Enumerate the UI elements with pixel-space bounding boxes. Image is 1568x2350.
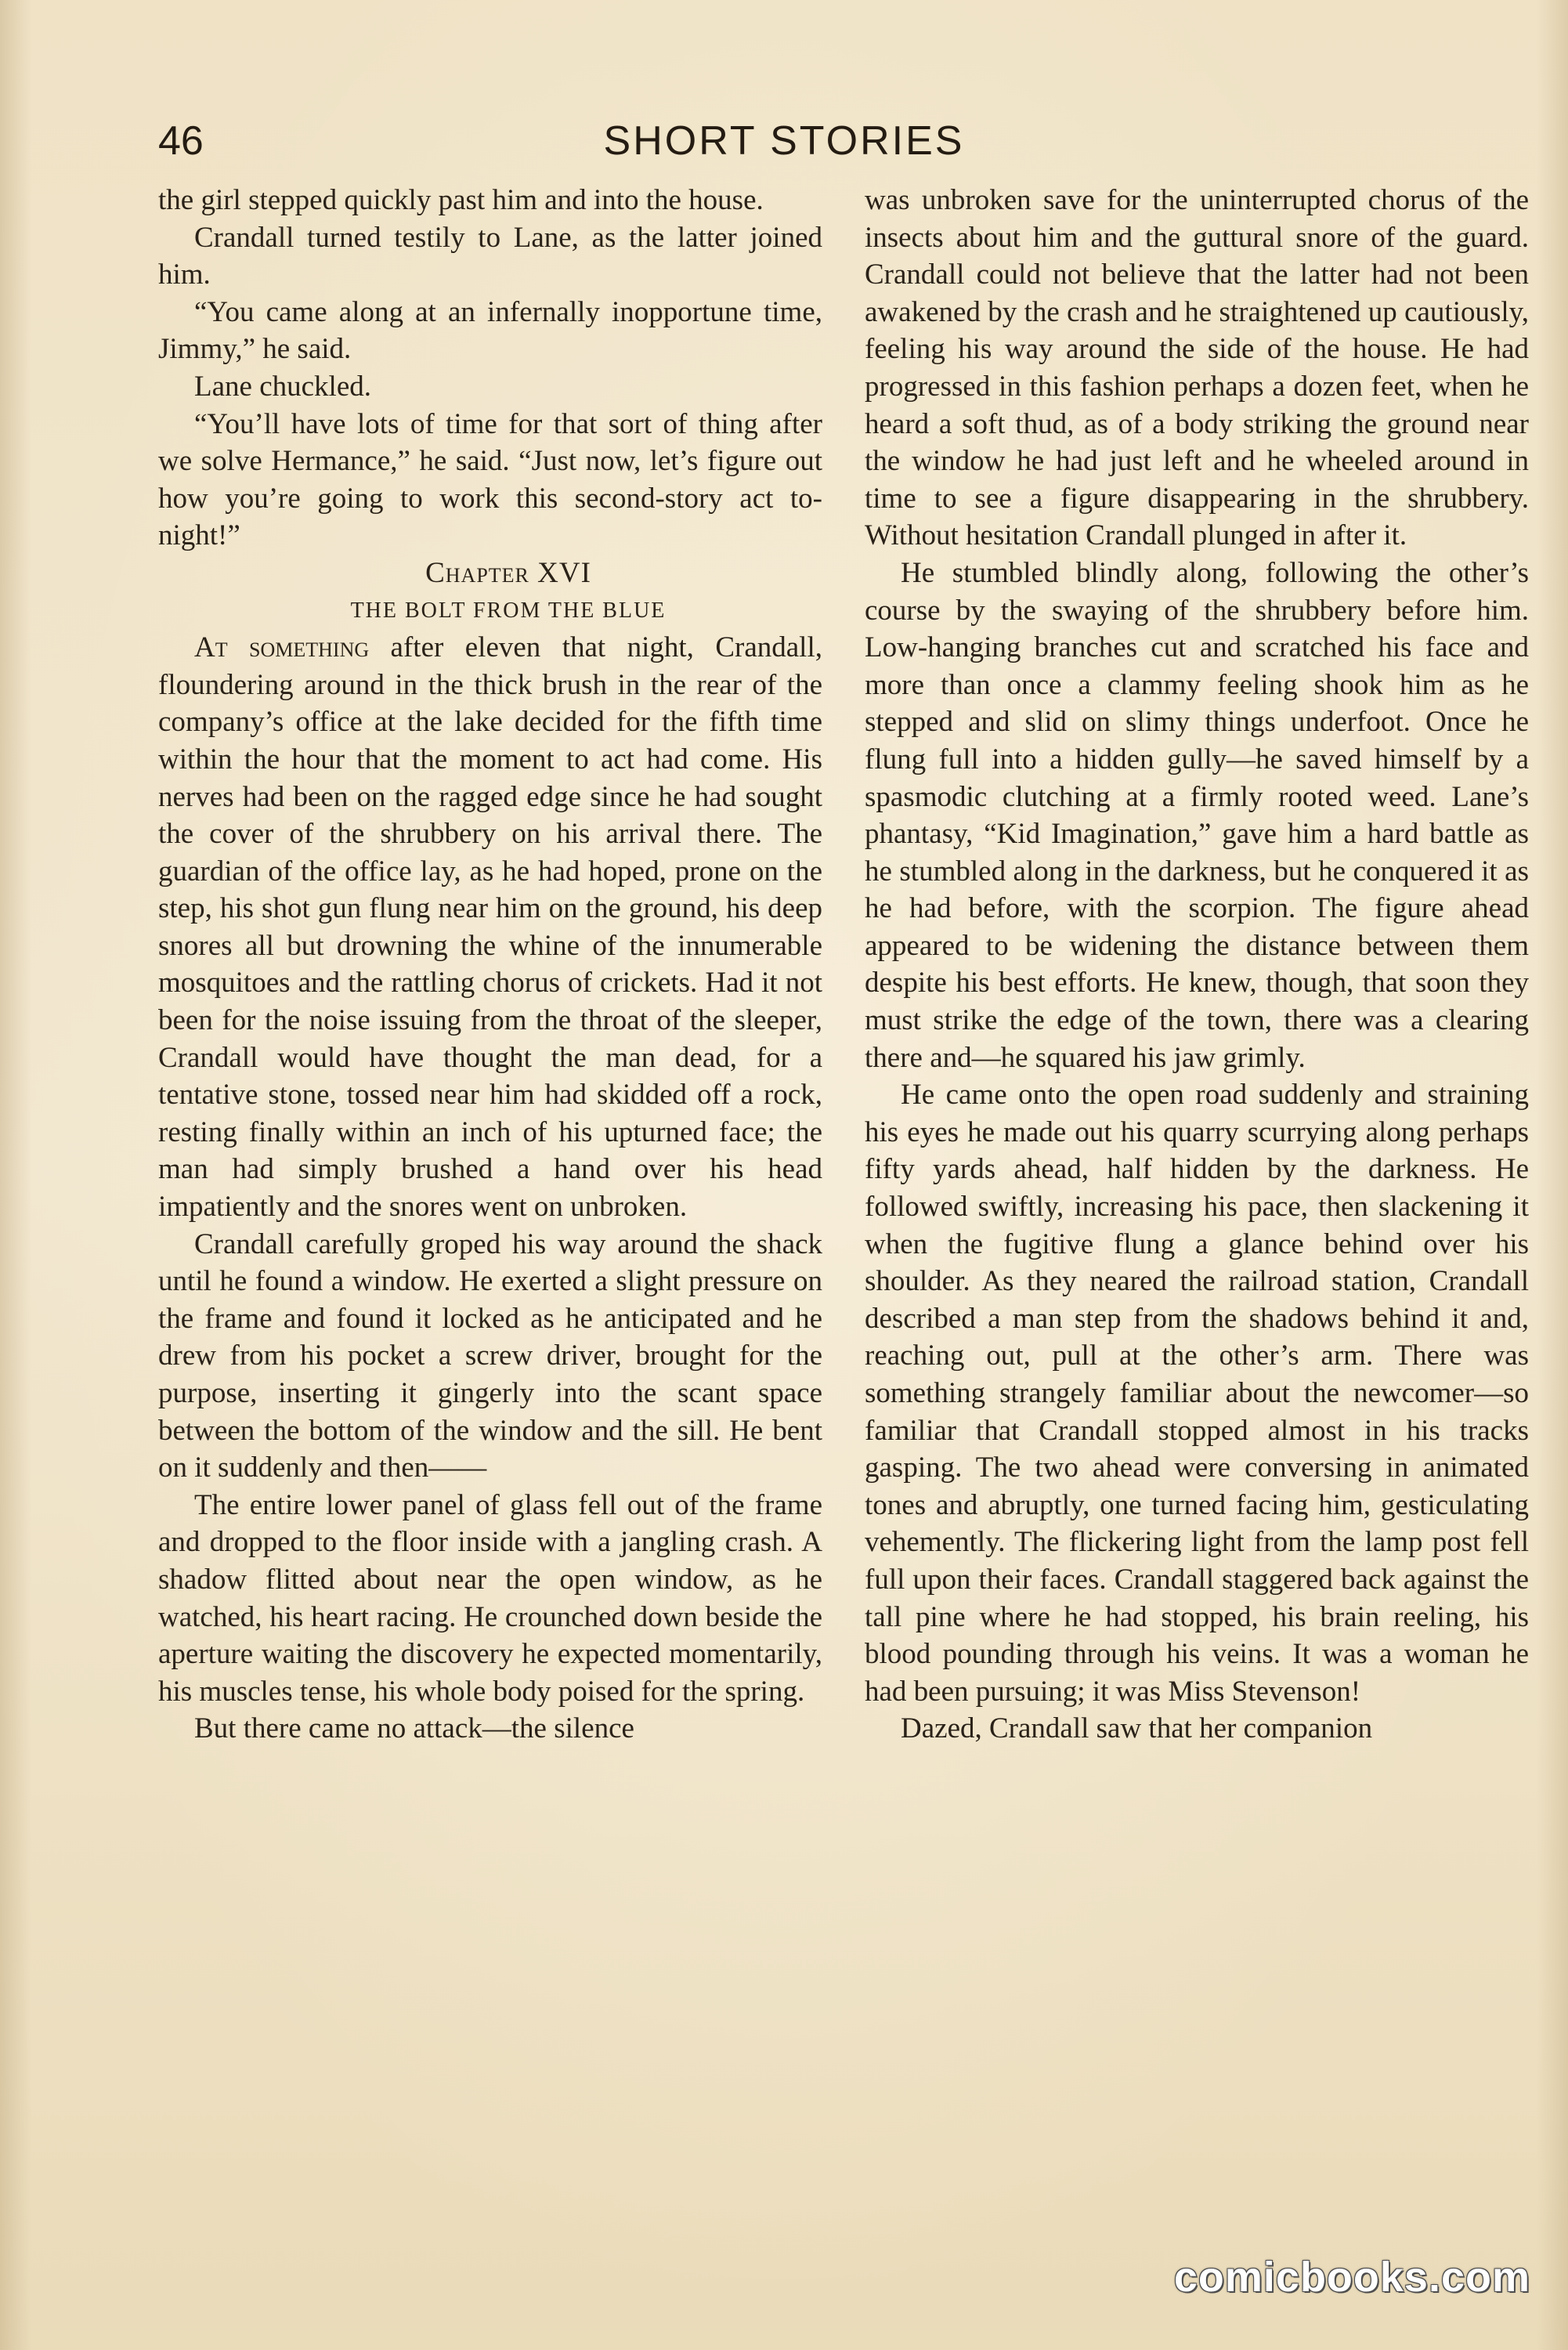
paragraph-body: after eleven that night, Crandall, floundering around in the thick brush in the rear of the company’s office at the lake decided for the fifth time within the hour that the moment to act had come. His nerves had been on the ragged edge since he had sought the cover of the shrubbery on his arrival there. The guardian of the office lay, as he had hoped, prone on the step, his shot gun flung near him on the ground, his deep snores all but drowning the whine of the innumerable mosquitoes and the rattling chorus of crickets. Had it not been for the noise issuing from the throat of the sleeper, Crandall would have thought the man dead, for a tentative stone, tossed near him had skidded off a rock, resting finally within an inch of his upturned face; the man had simply brushed a hand over his head impatiently and the snores went on unbroken. [158,631,822,1224]
chapter-subtitle: THE BOLT FROM THE BLUE [350,598,667,623]
magazine-title: SHORT STORIES [603,118,965,164]
page-header [158,118,1410,172]
left-column [158,182,822,2187]
paragraph: “You’ll have lots of time for that sort of thing after we solve Hermance,” he said. “Just now, let’s figure out how you’re going to work this second-story act to-night!” [158,407,822,552]
paragraph [158,629,822,1226]
paragraph: But there came no attack—the silence [194,1712,634,1745]
chapter-heading: Chapter XVI [425,556,591,589]
paragraph-lead-in: At something [194,631,370,664]
paragraph: was unbroken save for the uninterrupted chorus of the insects about him and the guttural snore of the guard. Crandall could not believe that the latter had not been awakened by the crash and he straightened up cautiously, feeling his way around the side of the house. He had progressed in this fashion perhaps a dozen feet, when he heard a soft thud, as of a body striking the ground near the window he had just left and he wheeled around in time to see a figure disappearing in the shrubbery. Without hesitation Crandall plunged in after it. [865,184,1529,552]
page-edge-shadow-left [0,0,31,2350]
right-column [865,182,1529,2187]
paragraph: the girl stepped quickly past him and into the house. [158,184,764,216]
text-columns [158,182,1529,2187]
paragraph: He came onto the open road suddenly and straining his eyes he made out his quarry scurrying along perhaps fifty yards ahead, half hidden by the darkness. He followed swiftly, increasing his pace, then slackening it when the fugitive flung a glance behind over his shoulder. As they neared the railroad station, Crandall described a man step from the shadows behind it and, reaching out, pull at the other’s arm. There was something strangely familiar about the newcomer—so familiar that Crandall stopped almost in his tracks gasping. The two ahead were conversing in animated tones and abruptly, one turned facing him, gesticulating vehemently. The flickering light from the lamp post fell full upon their faces. Crandall staggered back against the tall pine where he had stopped, his brain reeling, his blood pounding through his veins. It was a woman he had been pursuing; it was Miss Stevenson! [865,1079,1529,1708]
paragraph: Dazed, Crandall saw that her companion [901,1712,1373,1745]
paragraph: Crandall carefully groped his way around the shack until he found a window. He exerted a slight pressure on the frame and found it locked as he anticipated and he drew from his pocket a screw driver, brought for the purpose, inserting it gingerly into the scant space between the bottom of the window and the sill. He bent on it suddenly and then—— [158,1227,822,1484]
paragraph: He stumbled blindly along, following the other’s course by the swaying of the shrubbery before him. Low-hanging branches cut and scratched his face and more than once a clammy feeling shook him as he stepped and slid on slimy things underfoot. Once he flung full into a hidden gully—he saved himself by a spasmodic clutching at a firmly rooted weed. Lane’s phantasy, “Kid Imagination,” gave him a hard battle as he stumbled along in the darkness, but he conquered it as he had before, with the scorpion. The figure ahead appeared to be widening the distance between them despite his best efforts. He knew, though, that soon they must strike the edge of the town, there was a clearing there and—he squared his jaw grimly. [865,556,1529,1074]
source-watermark: comicbooks.com [1173,2254,1530,2301]
page-edge-shadow-right [1537,0,1568,2350]
page-number: 46 [158,118,204,164]
paragraph: Lane chuckled. [194,370,371,403]
paragraph: Crandall turned testily to Lane, as the latter joined him. [158,221,822,291]
paragraph: The entire lower panel of glass fell out of the frame and dropped to the floor inside with a jangling crash. A shadow flitted about near the open window, as he watched, his heart racing. He crounched down beside the aperture waiting the discovery he expected momentarily, his muscles tense, his whole body poised for the spring. [158,1488,822,1708]
paragraph: “You came along at an infernally inopportune time, Jimmy,” he said. [158,295,822,366]
